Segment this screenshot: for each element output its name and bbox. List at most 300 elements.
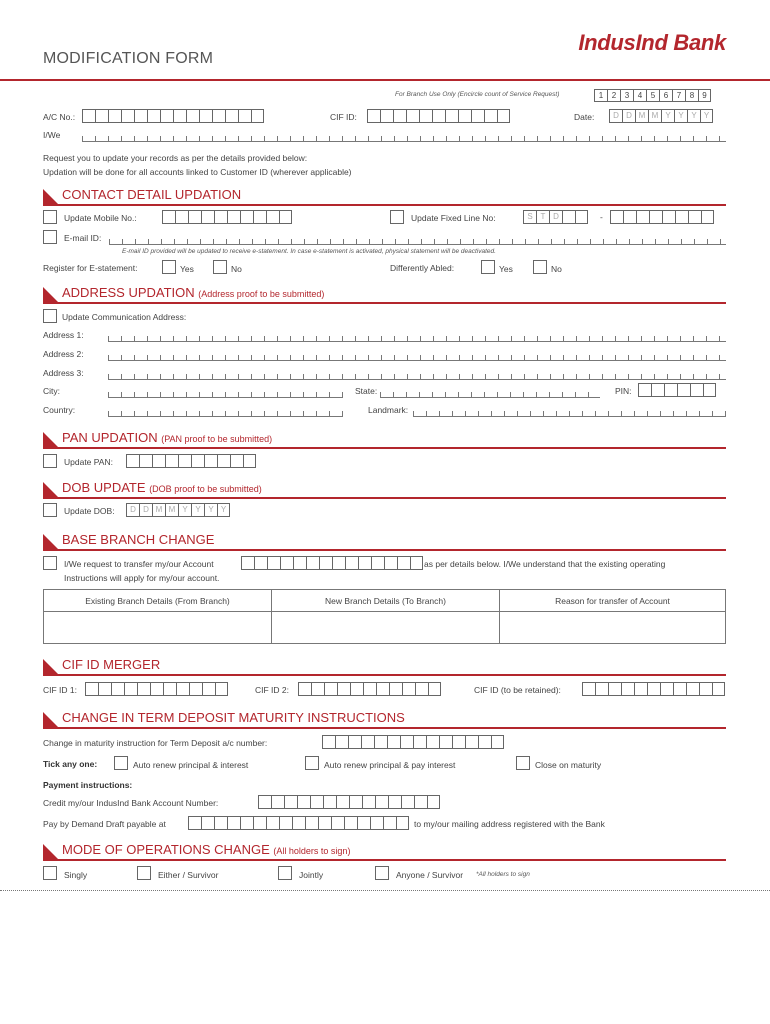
char-cell <box>331 816 344 830</box>
char-cell <box>292 816 305 830</box>
char-cell <box>214 816 227 830</box>
dob-cell: Y <box>178 503 191 517</box>
request-line-2: Updation will be done for all accounts linked to Customer ID (wherever applicable) <box>43 167 352 177</box>
contact-heading: CONTACT DETAIL UPDATION <box>62 187 242 202</box>
cif-id1-label: CIF ID 1: <box>43 685 78 695</box>
dob-cell: M <box>165 503 178 517</box>
char-cell <box>397 556 410 570</box>
char-cell <box>279 210 292 224</box>
country-label: Country: <box>43 405 76 415</box>
char-cell <box>362 795 375 809</box>
singly-checkbox[interactable] <box>43 866 57 880</box>
char-cell <box>660 682 673 696</box>
char-cell <box>267 556 280 570</box>
date-cell: M <box>635 109 648 123</box>
char-cell <box>293 556 306 570</box>
std-cell: D <box>549 210 562 224</box>
address2-field[interactable] <box>108 353 726 361</box>
update-fixed-line-checkbox[interactable] <box>390 210 404 224</box>
section-rule <box>43 497 726 499</box>
char-cell <box>212 109 225 123</box>
char-cell <box>139 454 152 468</box>
char-cell <box>497 109 510 123</box>
either-survivor-label: Either / Survivor <box>158 870 219 880</box>
dob-cell: M <box>152 503 165 517</box>
char-cell <box>413 735 426 749</box>
char-cell <box>677 383 690 397</box>
char-cell <box>188 210 201 224</box>
anyone-survivor-label: Anyone / Survivor <box>396 870 464 880</box>
char-cell <box>85 682 98 696</box>
char-cell <box>202 682 215 696</box>
section-rule <box>43 674 726 676</box>
std-cell: S <box>523 210 536 224</box>
cif-id1-field[interactable] <box>85 682 228 696</box>
count-cell[interactable]: 8 <box>685 89 698 102</box>
count-cell[interactable]: 3 <box>620 89 633 102</box>
char-cell <box>367 109 380 123</box>
char-cell <box>400 735 413 749</box>
mode-heading <box>62 842 350 857</box>
date-cell: Y <box>674 109 687 123</box>
dob-heading-sub: (DOB proof to be submitted) <box>149 484 262 494</box>
char-cell <box>649 210 662 224</box>
char-cell <box>426 735 439 749</box>
char-cell <box>160 109 173 123</box>
char-cell <box>322 735 335 749</box>
char-cell <box>82 109 95 123</box>
char-cell <box>199 109 212 123</box>
char-cell <box>311 682 324 696</box>
address-heading-text: ADDRESS UPDATION <box>62 285 195 300</box>
char-cell <box>201 816 214 830</box>
section-marker <box>43 189 59 205</box>
landmark-field[interactable] <box>413 409 726 417</box>
jointly-checkbox[interactable] <box>278 866 292 880</box>
pin-field[interactable] <box>638 383 716 397</box>
date-label: Date: <box>574 112 595 122</box>
char-cell <box>297 795 310 809</box>
char-cell <box>266 816 279 830</box>
opt-auto-renew-label: Auto renew principal & interest <box>133 760 249 770</box>
new-branch-cell[interactable] <box>272 612 500 644</box>
char-cell <box>121 109 134 123</box>
char-cell <box>254 556 267 570</box>
comm-address-checkbox[interactable] <box>43 309 57 323</box>
char-cell <box>384 556 397 570</box>
ac-no-field[interactable] <box>82 109 264 123</box>
form-title: MODIFICATION FORM <box>43 50 214 67</box>
char-cell <box>376 682 389 696</box>
char-cell <box>98 682 111 696</box>
pan-heading-text: PAN UPDATION <box>62 430 158 445</box>
char-cell <box>389 682 402 696</box>
mode-heading-text: MODE OF OPERATIONS CHANGE <box>62 842 270 857</box>
char-cell <box>647 682 660 696</box>
transfer-account-field[interactable] <box>241 556 423 570</box>
cif-id-field[interactable] <box>367 109 510 123</box>
bottom-cut-line <box>0 890 770 891</box>
char-cell <box>279 816 292 830</box>
char-cell <box>465 735 478 749</box>
request-line-1: Request you to update your records as per the details provided below: <box>43 153 308 163</box>
char-cell <box>204 454 217 468</box>
char-cell <box>636 210 649 224</box>
dob-cell: Y <box>191 503 204 517</box>
char-cell <box>491 735 504 749</box>
count-cell[interactable]: 5 <box>646 89 659 102</box>
abled-yes-label: Yes <box>499 264 513 274</box>
section-rule <box>43 727 726 729</box>
section-marker <box>43 432 59 448</box>
pin-label: PIN: <box>615 386 632 396</box>
char-cell <box>243 454 256 468</box>
existing-branch-cell[interactable] <box>44 612 272 644</box>
count-cell[interactable]: 2 <box>607 89 620 102</box>
char-cell <box>251 109 264 123</box>
char-cell <box>414 795 427 809</box>
char-cell <box>188 816 201 830</box>
char-cell <box>445 109 458 123</box>
cif-heading: CIF ID MERGER <box>62 657 161 672</box>
pan-field[interactable] <box>126 454 256 468</box>
state-label: State: <box>355 386 378 396</box>
credit-account-field[interactable] <box>258 795 440 809</box>
section-marker <box>43 844 59 860</box>
state-field[interactable] <box>380 390 600 398</box>
opt-close-checkbox[interactable] <box>516 756 530 770</box>
char-cell <box>432 109 445 123</box>
cif-id2-field[interactable] <box>298 682 441 696</box>
char-cell <box>150 682 163 696</box>
address1-field[interactable] <box>108 334 726 342</box>
fixed-line-field[interactable] <box>610 210 714 224</box>
reason-cell[interactable] <box>500 612 726 644</box>
pan-heading-sub: (PAN proof to be submitted) <box>161 434 273 444</box>
char-cell <box>439 735 452 749</box>
char-cell <box>215 682 228 696</box>
char-cell <box>393 109 406 123</box>
branch-line-2: Instructions will apply for my/our account. <box>64 573 220 583</box>
char-cell <box>623 210 636 224</box>
section-marker <box>43 659 59 675</box>
char-cell <box>298 682 311 696</box>
pan-heading <box>62 430 272 445</box>
char-cell <box>147 109 160 123</box>
dob-cell: Y <box>217 503 230 517</box>
dob-cell: D <box>139 503 152 517</box>
section-rule <box>43 204 726 206</box>
char-cell <box>380 109 393 123</box>
char-cell <box>271 795 284 809</box>
char-cell <box>452 735 465 749</box>
char-cell <box>419 109 432 123</box>
char-cell <box>324 682 337 696</box>
char-cell <box>175 210 188 224</box>
opt-auto-renew-pay-checkbox[interactable] <box>305 756 319 770</box>
char-cell <box>310 795 323 809</box>
section-marker <box>43 287 59 303</box>
estatement-no-label: No <box>231 264 242 274</box>
service-request-counts <box>594 89 711 102</box>
char-cell <box>387 735 400 749</box>
branch-heading: BASE BRANCH CHANGE <box>62 532 215 547</box>
dob-cell: D <box>126 503 139 517</box>
char-cell <box>227 210 240 224</box>
char-cell <box>165 454 178 468</box>
col-new-branch: New Branch Details (To Branch) <box>272 590 500 612</box>
char-cell <box>225 109 238 123</box>
char-cell <box>306 556 319 570</box>
col-existing-branch: Existing Branch Details (From Branch) <box>44 590 272 612</box>
char-cell <box>186 109 199 123</box>
char-cell <box>673 682 686 696</box>
branch-table <box>43 589 726 644</box>
update-pan-checkbox[interactable] <box>43 454 57 468</box>
abled-yes-checkbox[interactable] <box>481 260 495 274</box>
address-heading <box>62 285 324 300</box>
char-cell <box>675 210 688 224</box>
char-cell <box>348 735 361 749</box>
char-cell <box>137 682 150 696</box>
char-cell <box>345 556 358 570</box>
char-cell <box>415 682 428 696</box>
char-cell <box>227 816 240 830</box>
char-cell <box>688 210 701 224</box>
name-field[interactable] <box>82 134 726 142</box>
char-cell <box>266 210 279 224</box>
char-cell <box>230 454 243 468</box>
city-label: City: <box>43 386 60 396</box>
update-pan-label: Update PAN: <box>64 457 113 467</box>
estatement-label: Register for E-statement: <box>43 263 138 273</box>
mobile-field[interactable] <box>162 210 292 224</box>
dd-label: Pay by Demand Draft payable at <box>43 819 166 829</box>
char-cell <box>621 682 634 696</box>
char-cell <box>361 735 374 749</box>
update-dob-label: Update DOB: <box>64 506 115 516</box>
char-cell <box>319 556 332 570</box>
char-cell <box>458 109 471 123</box>
date-cell: M <box>648 109 661 123</box>
abled-no-checkbox[interactable] <box>533 260 547 274</box>
section-marker <box>43 534 59 550</box>
char-cell <box>163 682 176 696</box>
std-cell <box>575 210 588 224</box>
email-note: E-mail ID provided will be updated to receive e-statement. In case e-statement is activated, physical statement will be deactivated. <box>122 248 496 255</box>
cif-id-label: CIF ID: <box>330 112 357 122</box>
iwe-label: I/We <box>43 130 61 140</box>
address2-label: Address 2: <box>43 349 84 359</box>
char-cell <box>241 556 254 570</box>
anyone-survivor-checkbox[interactable] <box>375 866 389 880</box>
char-cell <box>701 210 714 224</box>
char-cell <box>214 210 227 224</box>
estatement-no-checkbox[interactable] <box>213 260 227 274</box>
either-survivor-checkbox[interactable] <box>137 866 151 880</box>
update-mobile-label: Update Mobile No.: <box>64 213 137 223</box>
char-cell <box>608 682 621 696</box>
char-cell <box>664 383 677 397</box>
differently-abled-label: Differently Abled: <box>390 263 455 273</box>
dd-field[interactable] <box>188 816 409 830</box>
char-cell <box>332 556 345 570</box>
city-field[interactable] <box>108 390 343 398</box>
char-cell <box>402 682 415 696</box>
char-cell <box>126 454 139 468</box>
char-cell <box>350 682 363 696</box>
std-dash: - <box>600 212 603 222</box>
email-label: E-mail ID: <box>64 233 102 243</box>
branch-use-label: For Branch Use Only (Encircle count of Service Request) <box>395 91 560 98</box>
char-cell <box>638 383 651 397</box>
date-cell: Y <box>687 109 700 123</box>
dob-heading-text: DOB UPDATE <box>62 480 146 495</box>
cif-retained-field[interactable] <box>582 682 725 696</box>
estatement-yes-checkbox[interactable] <box>162 260 176 274</box>
char-cell <box>634 682 647 696</box>
char-cell <box>484 109 497 123</box>
opt-auto-renew-checkbox[interactable] <box>114 756 128 770</box>
char-cell <box>595 682 608 696</box>
tick-any-label: Tick any one: <box>43 759 98 769</box>
char-cell <box>323 795 336 809</box>
address3-label: Address 3: <box>43 368 84 378</box>
count-cell[interactable]: 1 <box>594 89 607 102</box>
char-cell <box>238 109 251 123</box>
char-cell <box>124 682 137 696</box>
char-cell <box>335 735 348 749</box>
dd-label-2: to my/our mailing address registered with the Bank <box>414 819 605 829</box>
char-cell <box>349 795 362 809</box>
section-rule <box>43 859 726 861</box>
char-cell <box>337 682 350 696</box>
char-cell <box>428 682 441 696</box>
char-cell <box>305 816 318 830</box>
section-rule <box>43 447 726 449</box>
abled-no-label: No <box>551 264 562 274</box>
std-cell <box>562 210 575 224</box>
char-cell <box>410 556 423 570</box>
char-cell <box>396 816 409 830</box>
std-field[interactable] <box>523 210 588 224</box>
char-cell <box>406 109 419 123</box>
char-cell <box>703 383 716 397</box>
char-cell <box>651 383 664 397</box>
section-rule <box>43 302 726 304</box>
char-cell <box>240 816 253 830</box>
char-cell <box>258 795 271 809</box>
char-cell <box>95 109 108 123</box>
landmark-label: Landmark: <box>368 405 409 415</box>
opt-close-label: Close on maturity <box>535 760 602 770</box>
country-field[interactable] <box>108 409 343 417</box>
update-dob-checkbox[interactable] <box>43 503 57 517</box>
credit-label: Credit my/our IndusInd Bank Account Number: <box>43 798 219 808</box>
char-cell <box>217 454 230 468</box>
payment-label: Payment instructions: <box>43 780 133 790</box>
char-cell <box>358 556 371 570</box>
char-cell <box>610 210 623 224</box>
count-cell[interactable]: 4 <box>633 89 646 102</box>
char-cell <box>478 735 491 749</box>
branch-line-1b: as per details below. I/We understand that the existing operating <box>424 559 666 569</box>
char-cell <box>427 795 440 809</box>
char-cell <box>357 816 370 830</box>
date-cell: D <box>609 109 622 123</box>
char-cell <box>383 816 396 830</box>
char-cell <box>699 682 712 696</box>
char-cell <box>401 795 414 809</box>
td-acno-field[interactable] <box>322 735 504 749</box>
td-heading: CHANGE IN TERM DEPOSIT MATURITY INSTRUCTIONS <box>62 710 405 725</box>
char-cell <box>134 109 147 123</box>
address3-field[interactable] <box>108 372 726 380</box>
char-cell <box>374 735 387 749</box>
section-marker <box>43 482 59 498</box>
char-cell <box>370 816 383 830</box>
mode-heading-sub: (All holders to sign) <box>273 846 351 856</box>
td-acno-label: Change in maturity instruction for Term Deposit a/c number: <box>43 738 268 748</box>
col-reason: Reason for transfer of Account <box>500 590 726 612</box>
dob-cell: Y <box>204 503 217 517</box>
count-cell[interactable]: 7 <box>672 89 685 102</box>
char-cell <box>371 556 384 570</box>
char-cell <box>178 454 191 468</box>
section-rule <box>43 549 726 551</box>
email-checkbox[interactable] <box>43 230 57 244</box>
dob-heading <box>62 480 262 495</box>
char-cell <box>318 816 331 830</box>
jointly-label: Jointly <box>299 870 324 880</box>
singly-label: Singly <box>64 870 88 880</box>
branch-transfer-checkbox[interactable] <box>43 556 57 570</box>
address-heading-sub: (Address proof to be submitted) <box>198 289 325 299</box>
comm-address-label: Update Communication Address: <box>62 312 187 322</box>
char-cell <box>284 795 297 809</box>
date-field[interactable] <box>609 109 713 123</box>
char-cell <box>173 109 186 123</box>
estatement-yes-label: Yes <box>180 264 194 274</box>
anyone-note: *All holders to sign <box>476 871 530 878</box>
update-mobile-checkbox[interactable] <box>43 210 57 224</box>
char-cell <box>253 816 266 830</box>
char-cell <box>111 682 124 696</box>
char-cell <box>191 454 204 468</box>
char-cell <box>280 556 293 570</box>
char-cell <box>201 210 214 224</box>
bank-logo: IndusInd Bank <box>578 30 726 55</box>
char-cell <box>152 454 165 468</box>
count-cell[interactable]: 9 <box>698 89 711 102</box>
branch-line-1: I/We request to transfer my/our Account <box>64 559 214 569</box>
address1-label: Address 1: <box>43 330 84 340</box>
char-cell <box>108 109 121 123</box>
date-cell: D <box>622 109 635 123</box>
char-cell <box>471 109 484 123</box>
char-cell <box>582 682 595 696</box>
char-cell <box>363 682 376 696</box>
date-cell: Y <box>700 109 713 123</box>
count-cell[interactable]: 6 <box>659 89 672 102</box>
char-cell <box>344 816 357 830</box>
dob-field[interactable] <box>126 503 230 517</box>
char-cell <box>388 795 401 809</box>
char-cell <box>240 210 253 224</box>
date-cell: Y <box>661 109 674 123</box>
char-cell <box>662 210 675 224</box>
email-field[interactable] <box>109 237 726 245</box>
